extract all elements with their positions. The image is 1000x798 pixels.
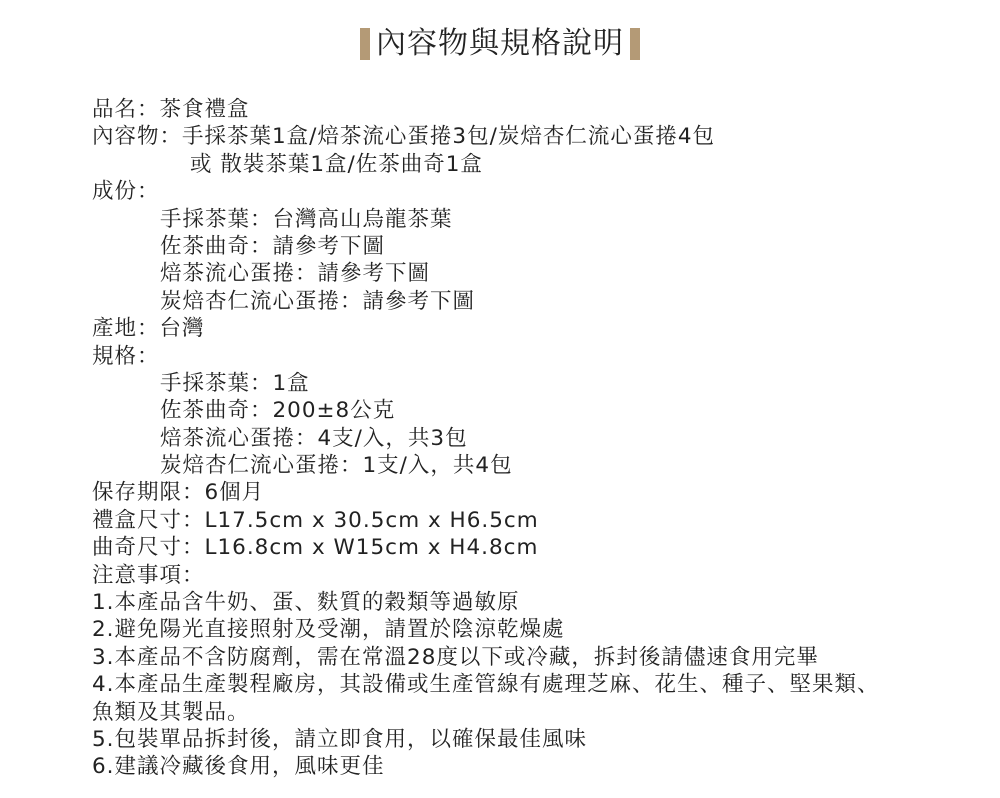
spec-list	[92, 96, 972, 781]
spec-line: 佐茶曲奇：200±8公克	[160, 398, 396, 424]
spec-line: 焙茶流心蛋捲：請參考下圖	[160, 261, 431, 287]
spec-line: 手採茶葉：1盒	[160, 370, 310, 396]
spec-line: 規格：	[92, 343, 160, 369]
spec-line: 曲奇尺寸：L16.8cm x W15cm x H4.8cm	[92, 535, 539, 561]
heading-left-bar	[360, 28, 370, 60]
heading-right-bar	[630, 28, 640, 60]
spec-line: 手採茶葉：台灣高山烏龍茶葉	[160, 206, 453, 232]
spec-line: 佐茶曲奇：請參考下圖	[160, 233, 386, 259]
spec-line: 成份：	[92, 179, 160, 205]
spec-line: 保存期限：6個月	[92, 480, 265, 506]
spec-line: 焙茶流心蛋捲：4支/入，共3包	[160, 425, 468, 451]
notice-line: 5.包裝單品拆封後，請立即食用，以確保最佳風味	[92, 726, 588, 752]
spec-line: 或 散裝茶葉1盒/佐茶曲奇1盒	[190, 151, 483, 177]
page-title: 內容物與規格說明	[376, 26, 624, 61]
spec-line: 炭焙杏仁流心蛋捲：1支/入，共4包	[160, 453, 513, 479]
spec-line: 注意事項：	[92, 562, 205, 588]
spec-line: 產地：台灣	[92, 316, 205, 342]
notice-line: 魚類及其製品。	[92, 699, 250, 725]
notice-line: 3.本產品不含防腐劑，需在常溫28度以下或冷藏，拆封後請儘速食用完畢	[92, 644, 819, 670]
spec-line: 內容物：手採茶葉1盒/焙茶流心蛋捲3包/炭焙杏仁流心蛋捲4包	[92, 124, 716, 150]
spec-line: 禮盒尺寸：L17.5cm x 30.5cm x H6.5cm	[92, 507, 539, 533]
notice-line: 4.本產品生產製程廠房，其設備或生產管線有處理芝麻、花生、種子、堅果類、	[92, 672, 880, 698]
notice-line: 2.避免陽光直接照射及受潮，請置於陰涼乾燥處	[92, 617, 565, 643]
section-heading	[0, 20, 1000, 68]
spec-line: 炭焙杏仁流心蛋捲：請參考下圖	[160, 288, 476, 314]
spec-line: 品名：茶食禮盒	[92, 97, 250, 122]
notice-line: 1.本產品含牛奶、蛋、麩質的穀類等過敏原	[92, 590, 520, 616]
notice-line: 6.建議冷藏後食用，風味更佳	[92, 754, 385, 780]
